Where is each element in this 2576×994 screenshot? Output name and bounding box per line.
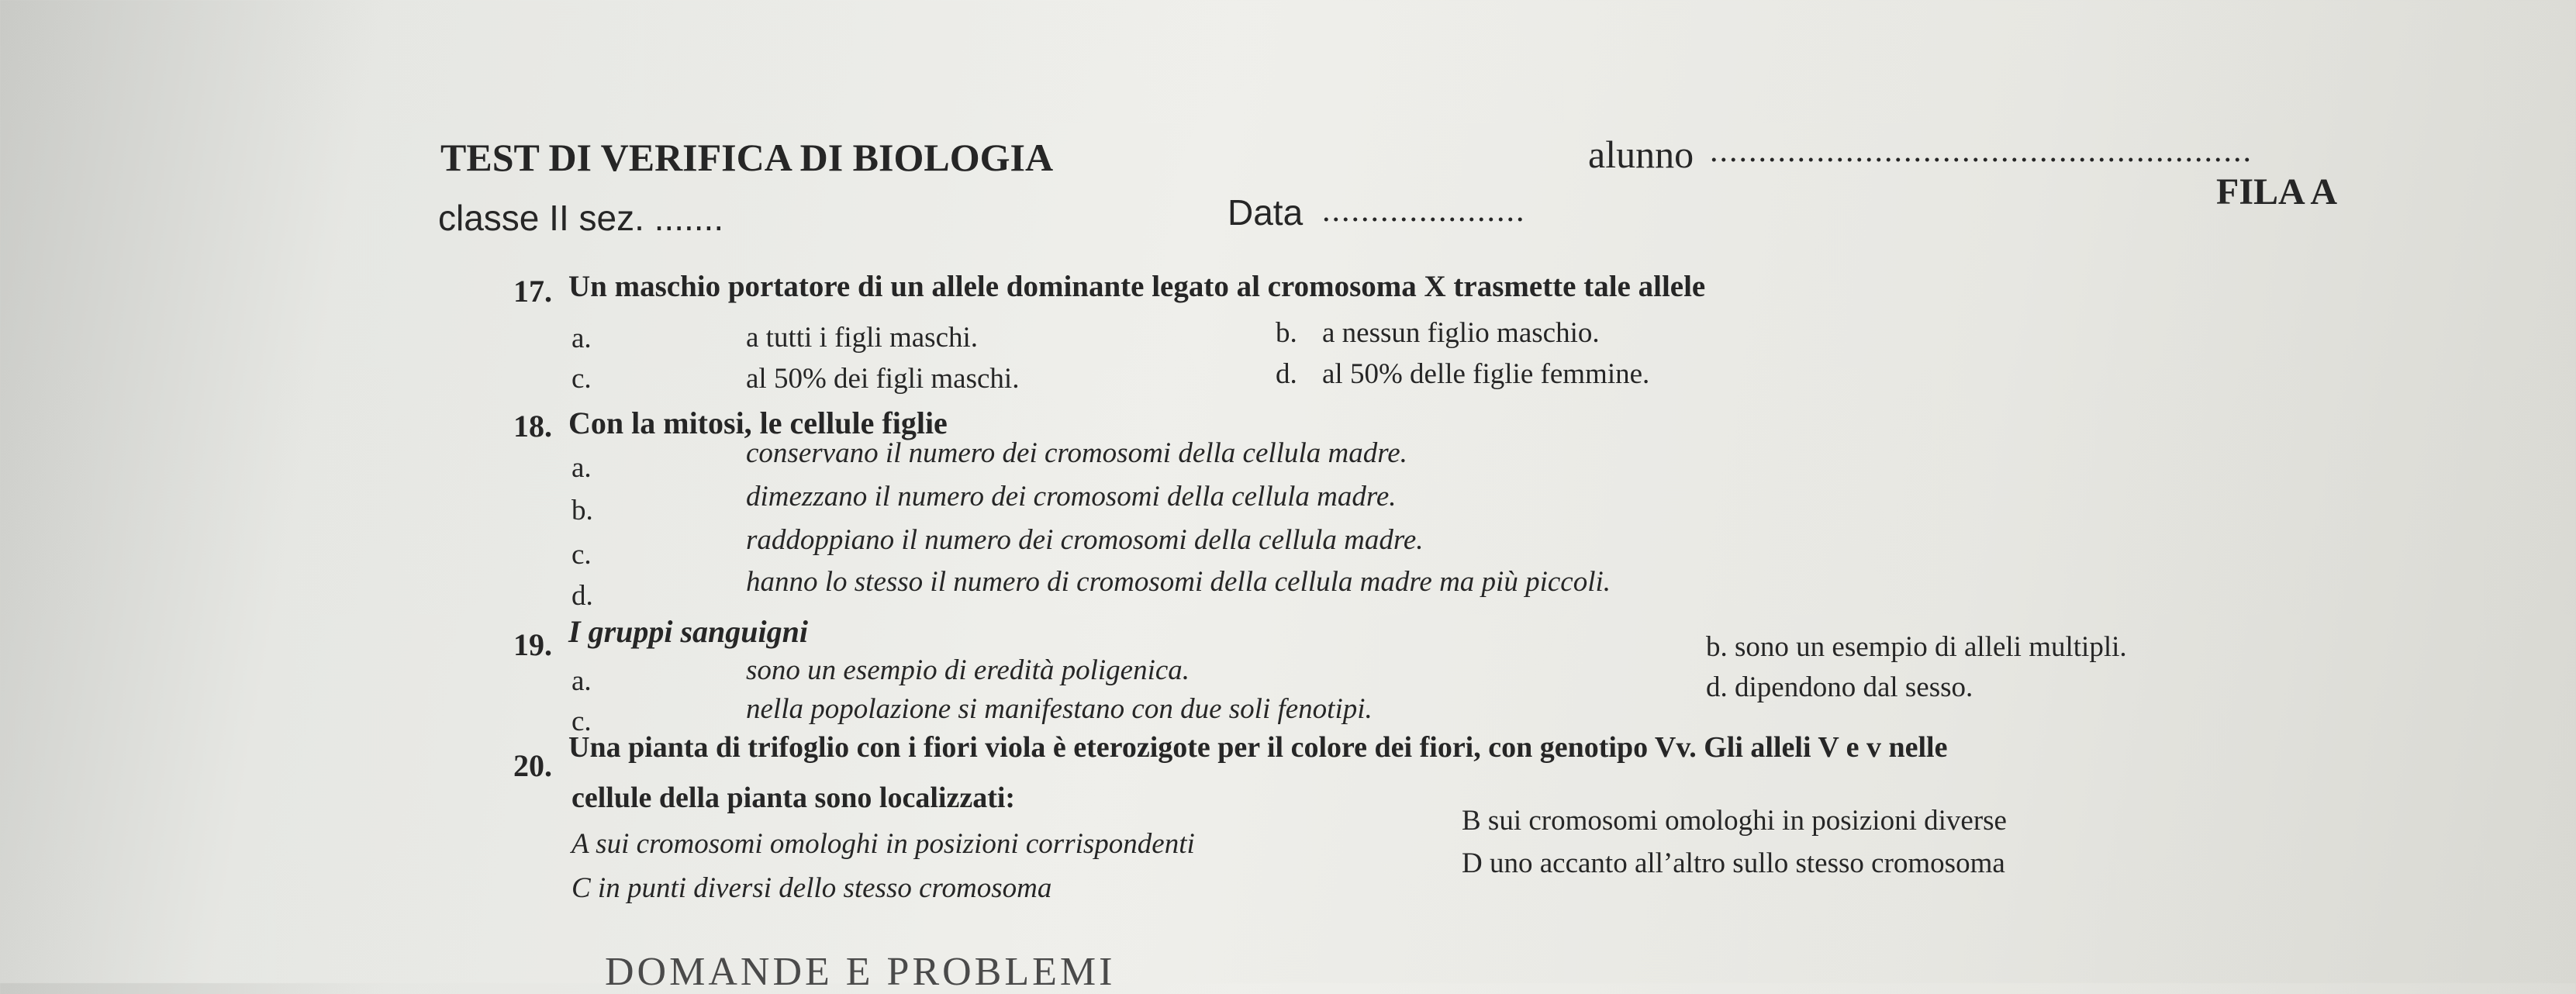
section-heading: DOMANDE E PROBLEMI — [605, 950, 1116, 994]
question-20-text-line2: cellule della pianta sono localizzati: — [571, 782, 1016, 814]
q18-option-b[interactable]: dimezzano il numero dei cromosomi della cellula madre. — [746, 481, 1397, 513]
question-17-text: Un maschio portatore di un allele dominante legato al cromosoma X trasmette tale allele — [568, 270, 1706, 303]
q18-option-c-letter: c. — [571, 539, 592, 571]
q19-option-b[interactable]: b. sono un esempio di alleli multipli. — [1706, 631, 2127, 663]
question-19-number: 19. — [513, 627, 552, 662]
q18-option-b-letter: b. — [571, 495, 593, 526]
q18-option-a-letter: a. — [571, 452, 592, 484]
q17-option-b[interactable]: a nessun figlio maschio. — [1322, 317, 1600, 349]
date-label: Data — [1228, 192, 1304, 233]
q18-option-d[interactable]: hanno lo stesso il numero di cromosomi della cellula madre ma più piccoli. — [746, 566, 1611, 598]
q17-option-a[interactable]: a tutti i figli maschi. — [746, 322, 979, 354]
q20-option-c[interactable]: C in punti diversi dello stesso cromosoma — [571, 872, 1052, 904]
q20-option-a[interactable]: A sui cromosomi omologhi in posizioni corrispondenti — [571, 828, 1195, 860]
q18-option-d-letter: d. — [571, 580, 593, 612]
student-name-blank[interactable]: ........................................................ — [1710, 133, 2253, 169]
question-20-text-line1: Una pianta di trifoglio con i fiori viola è eterozigote per il colore dei fiori, con genotipo Vv. Gli alleli V e v nelle — [568, 731, 1948, 764]
q18-option-a[interactable]: conservano il numero dei cromosomi della cellula madre. — [746, 437, 1407, 469]
q20-option-d[interactable]: D uno accanto all’altro sullo stesso cromosoma — [1462, 847, 2005, 879]
q19-option-c[interactable]: nella popolazione si manifestano con due soli fenotipi. — [746, 693, 1373, 725]
q20-option-b[interactable]: B sui cromosomi omologhi in posizioni diverse — [1462, 805, 2007, 837]
q17-option-c[interactable]: al 50% dei figli maschi. — [746, 363, 1020, 395]
q18-option-c[interactable]: raddoppiano il numero dei cromosomi della cellula madre. — [746, 524, 1424, 556]
q17-option-a-letter: a. — [571, 323, 592, 354]
student-name-label: alunno — [1588, 133, 1694, 176]
question-18-text: Con la mitosi, le cellule figlie — [568, 406, 948, 440]
test-title: TEST DI VERIFICA DI BIOLOGIA — [440, 136, 1054, 179]
q17-option-b-letter: b. — [1276, 317, 1297, 349]
test-version: FILA A — [2216, 171, 2338, 212]
q19-option-a-letter: a. — [571, 665, 592, 697]
q17-option-c-letter: c. — [571, 363, 592, 395]
q17-option-d-letter: d. — [1276, 358, 1297, 390]
q19-option-d[interactable]: d. dipendono dal sesso. — [1706, 671, 1973, 703]
question-18-number: 18. — [513, 409, 552, 444]
question-17-number: 17. — [513, 274, 552, 309]
q17-option-d[interactable]: al 50% delle figlie femmine. — [1322, 358, 1650, 390]
q19-option-c-letter: c. — [571, 706, 592, 737]
q19-option-a[interactable]: sono un esempio di eredità poligenica. — [746, 654, 1190, 686]
date-blank[interactable]: ..................... — [1322, 193, 1526, 229]
question-19-text: I gruppi sanguigni — [568, 614, 809, 649]
class-section-label: classe II sez. ....... — [438, 198, 724, 238]
question-20-number: 20. — [513, 748, 552, 783]
